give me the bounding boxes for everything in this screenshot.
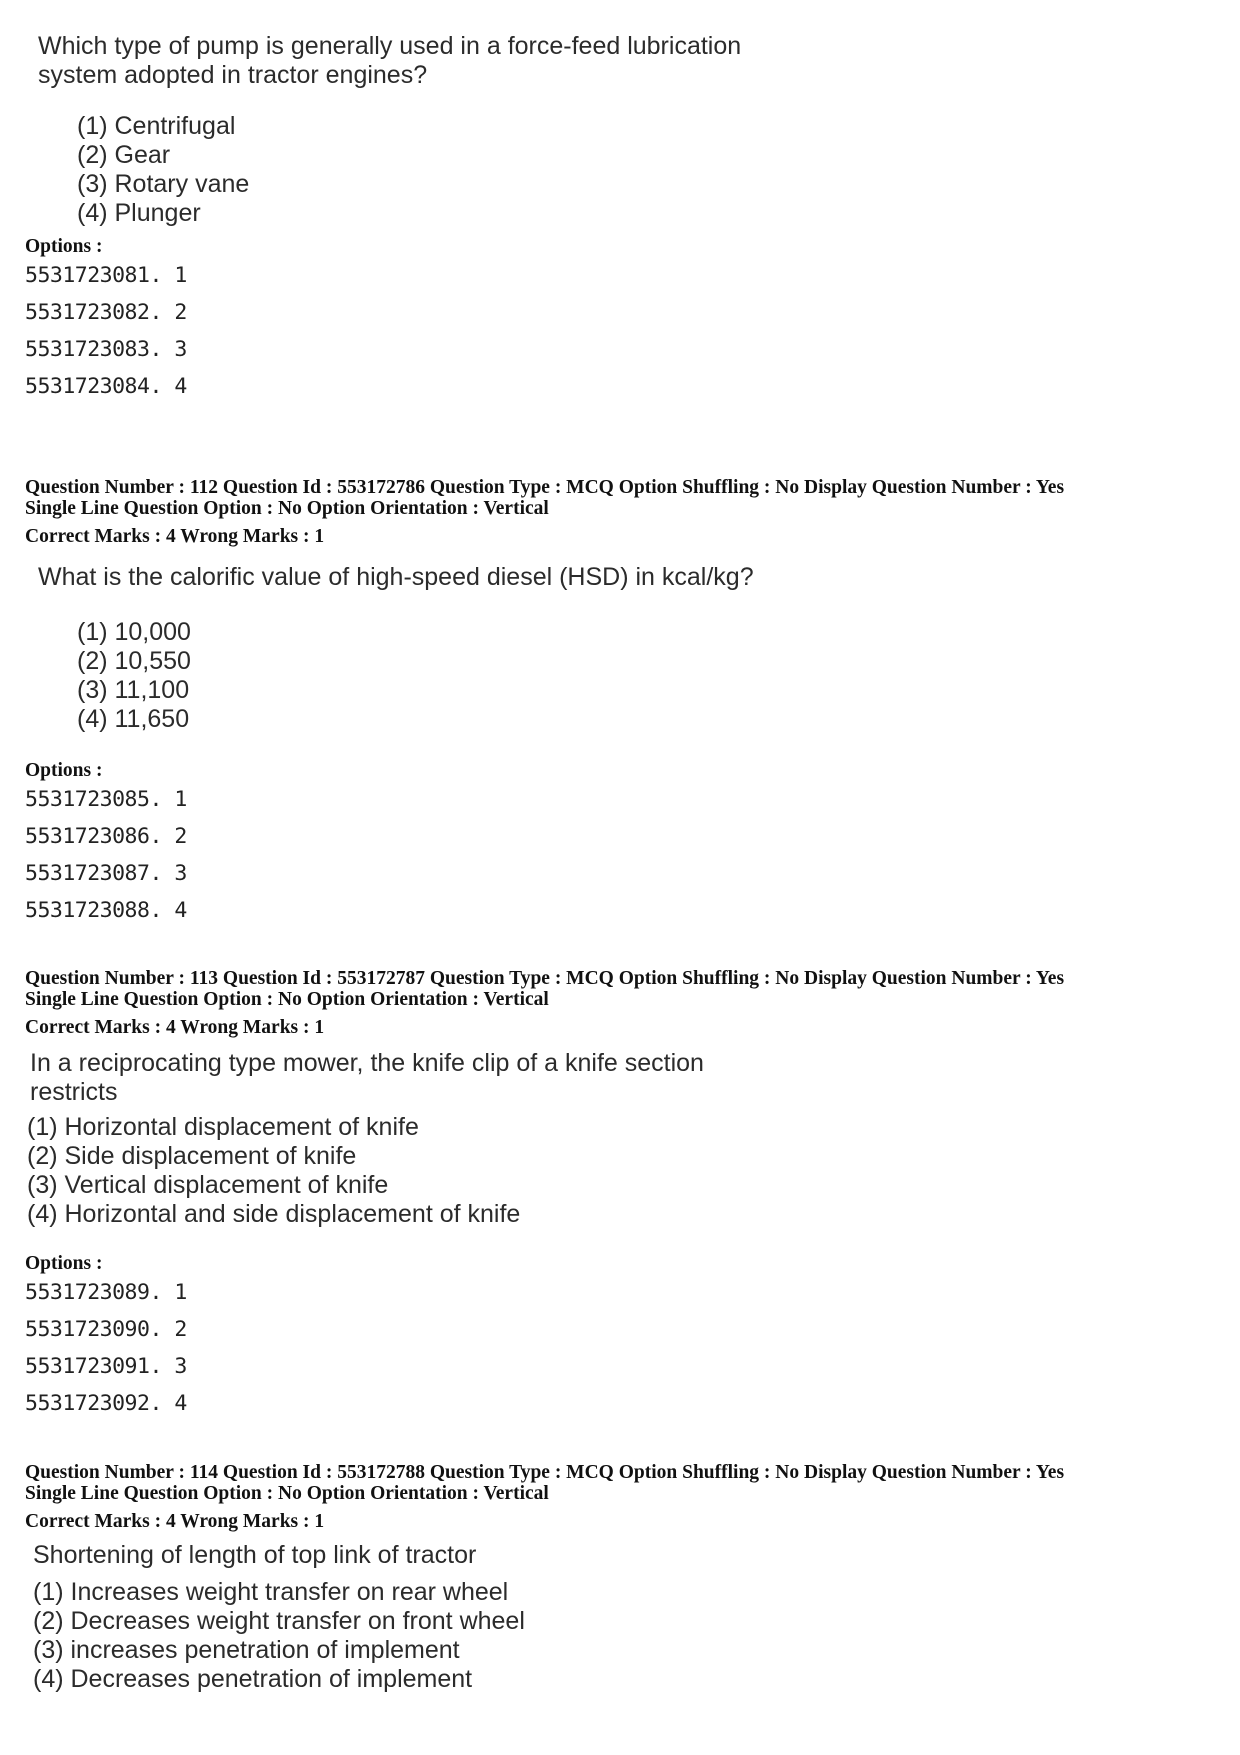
- answer-choices: [77, 112, 798, 228]
- question-meta-line: Single Line Question Option : No Option Orientation : Vertical: [25, 989, 549, 1010]
- option-id: 5531723092. 4: [25, 1391, 187, 1416]
- answer-choice: (2) 10,550: [77, 647, 191, 675]
- options-section: [25, 1253, 425, 1429]
- option-id: 5531723088. 4: [25, 898, 187, 923]
- answer-choices: [27, 1113, 790, 1229]
- answer-choice: (3) Vertical displacement of knife: [27, 1171, 389, 1199]
- question-text: What is the calorific value of high-speed diesel (HSD) in kcal/kg?: [38, 563, 754, 591]
- question-image: [38, 32, 798, 228]
- answer-choice: (1) Increases weight transfer on rear wheel: [33, 1578, 509, 1606]
- question-meta-line: Single Line Question Option : No Option Orientation : Vertical: [25, 1483, 549, 1504]
- option-id: 5531723085. 1: [25, 787, 187, 812]
- answer-choice: (3) 11,100: [77, 676, 190, 704]
- option-id: 5531723087. 3: [25, 861, 187, 886]
- question-header: [25, 477, 1225, 547]
- option-id: 5531723084. 4: [25, 374, 187, 399]
- answer-choice: (1) Horizontal displacement of knife: [27, 1113, 419, 1141]
- marks-line: Correct Marks : 4 Wrong Marks : 1: [25, 1017, 325, 1038]
- answer-choice: (4) Plunger: [77, 199, 201, 227]
- marks-line: Correct Marks : 4 Wrong Marks : 1: [25, 1511, 325, 1532]
- question-meta-line: Single Line Question Option : No Option Orientation : Vertical: [25, 498, 549, 519]
- answer-choice: (1) Centrifugal: [77, 112, 236, 140]
- answer-choice: (4) 11,650: [77, 705, 190, 733]
- question-image: [33, 1541, 793, 1694]
- options-label: Options :: [25, 760, 103, 781]
- question-image: [27, 1049, 790, 1229]
- option-id: 5531723081. 1: [25, 263, 187, 288]
- answer-choice: (2) Decreases weight transfer on front wheel: [33, 1607, 525, 1635]
- question-text: Which type of pump is generally used in a force-feed lubrication system adopted in tractor engines?: [38, 32, 742, 89]
- option-id: 5531723090. 2: [25, 1317, 187, 1342]
- answer-choice: (1) 10,000: [77, 618, 191, 646]
- answer-choice: (2) Gear: [77, 141, 171, 169]
- question-meta-line: Question Number : 112 Question Id : 553172786 Question Type : MCQ Option Shuffling : No Display Question Number : Yes: [25, 477, 1065, 498]
- question-text: Shortening of length of top link of tractor: [33, 1541, 477, 1569]
- answer-choice: (3) increases penetration of implement: [33, 1636, 460, 1664]
- option-id: 5531723091. 3: [25, 1354, 187, 1379]
- answer-choices: [33, 1578, 793, 1694]
- answer-choices: [77, 618, 838, 734]
- marks-line: Correct Marks : 4 Wrong Marks : 1: [25, 526, 325, 547]
- question-meta-line: Question Number : 114 Question Id : 553172788 Question Type : MCQ Option Shuffling : No Display Question Number : Yes: [25, 1462, 1065, 1483]
- question-header: [25, 968, 1225, 1038]
- answer-choice: (4) Horizontal and side displacement of knife: [27, 1200, 521, 1228]
- question-text: In a reciprocating type mower, the knife clip of a knife section restricts: [30, 1049, 704, 1106]
- answer-choice: (3) Rotary vane: [77, 170, 250, 198]
- answer-choice: (2) Side displacement of knife: [27, 1142, 357, 1170]
- options-section: [25, 236, 425, 412]
- question-image: [38, 563, 838, 734]
- options-label: Options :: [25, 236, 103, 257]
- question-meta-line: Question Number : 113 Question Id : 553172787 Question Type : MCQ Option Shuffling : No Display Question Number : Yes: [25, 968, 1065, 989]
- options-label: Options :: [25, 1253, 103, 1274]
- answer-choice: (4) Decreases penetration of implement: [33, 1665, 473, 1693]
- option-id: 5531723082. 2: [25, 300, 187, 325]
- option-id: 5531723089. 1: [25, 1280, 187, 1305]
- question-header: [25, 1462, 1225, 1532]
- options-section: [25, 760, 425, 936]
- option-id: 5531723083. 3: [25, 337, 187, 362]
- option-id: 5531723086. 2: [25, 824, 187, 849]
